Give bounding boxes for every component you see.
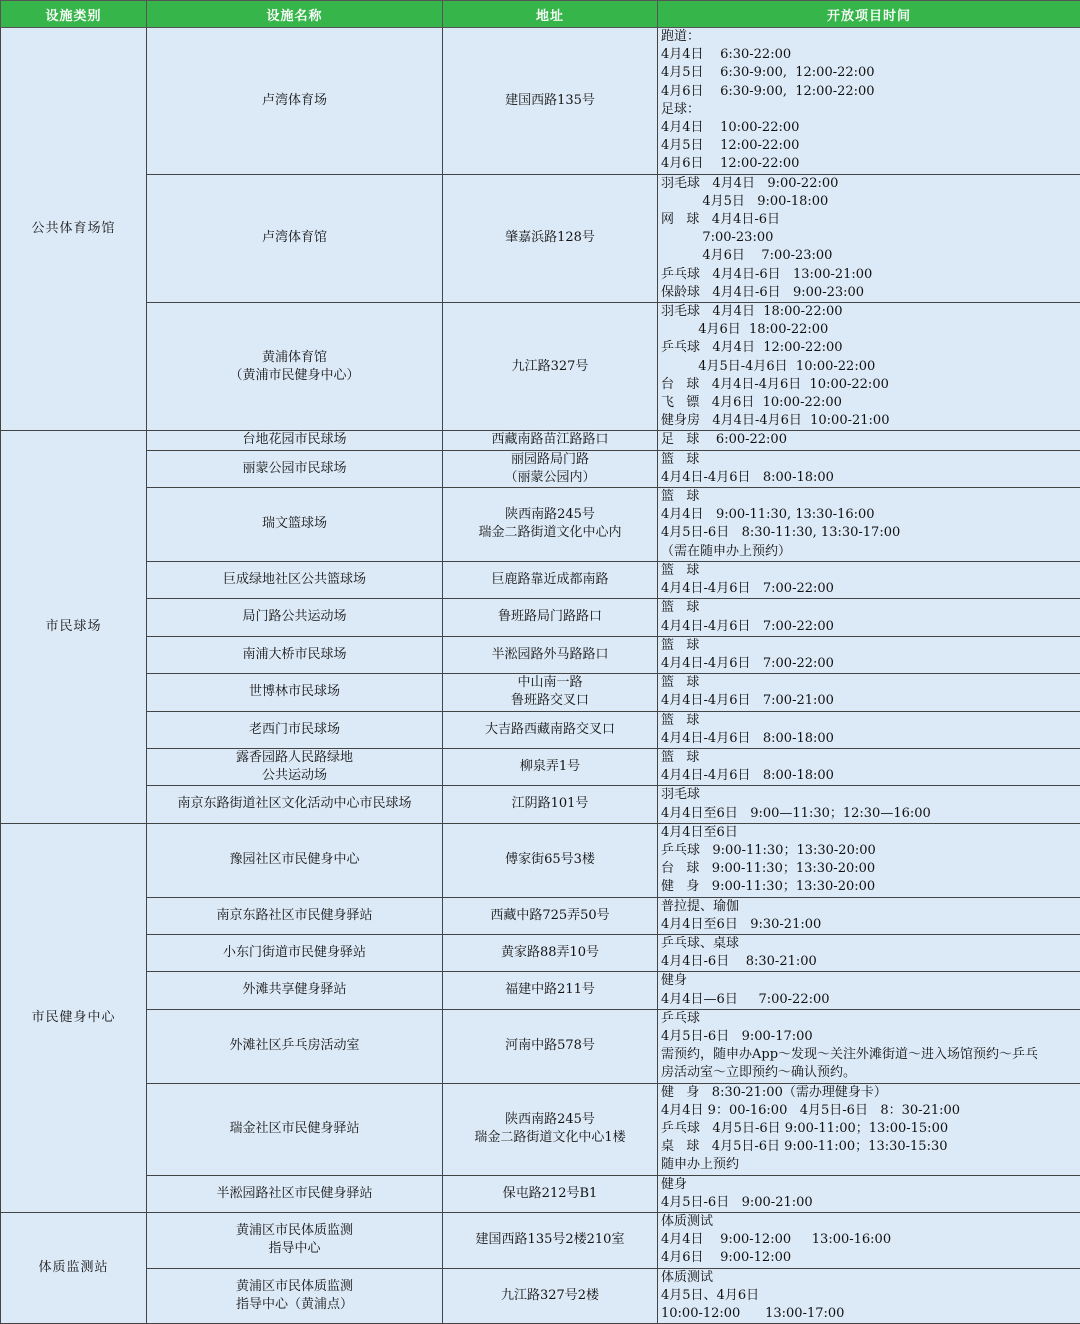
- hours-line: 篮 球: [661, 488, 1078, 506]
- address-cell: 陕西南路245号 瑞金二路街道文化中心内: [443, 488, 658, 562]
- address-cell: 九江路327号: [443, 303, 658, 431]
- hours-line: 4月5日 9:00-18:00: [661, 193, 1078, 211]
- facility-name-cell: 卢湾体育场: [147, 28, 443, 175]
- facility-name-cell: 瑞文篮球场: [147, 488, 443, 562]
- hours-cell: [658, 972, 1080, 1009]
- facility-name-cell: 露香园路人民路绿地 公共运动场: [147, 748, 443, 785]
- address-cell: 西藏中路725弄50号: [443, 897, 658, 934]
- hours-cell: [658, 599, 1080, 636]
- facility-name-cell: 丽蒙公园市民球场: [147, 450, 443, 487]
- hours-line: 羽毛球 4月4日 18:00-22:00: [661, 303, 1078, 321]
- hours-cell: [658, 1175, 1080, 1212]
- table-row: [1, 934, 1080, 971]
- hours-line: 4月4日 9:00-12:00 13:00-16:00: [661, 1231, 1078, 1249]
- facility-name-cell: 黄浦区市民体质监测 指导中心（黄浦点）: [147, 1268, 443, 1324]
- hours-line: 健身房 4月4日-4月6日 10:00-21:00: [661, 412, 1078, 430]
- hours-line: 篮 球: [661, 674, 1078, 692]
- hours-cell: [658, 450, 1080, 487]
- category-cell: 市民健身中心: [1, 823, 147, 1212]
- hours-line: 4月4日-4月6日 7:00-22:00: [661, 618, 1078, 636]
- table-row: [1, 674, 1080, 711]
- hours-cell: [658, 934, 1080, 971]
- hours-line: 乒乓球 4月4日 12:00-22:00: [661, 339, 1078, 357]
- category-cell: 公共体育场馆: [1, 28, 147, 431]
- facility-name-cell: 外滩共享健身驿站: [147, 972, 443, 1009]
- hours-line: 羽毛球 4月4日 9:00-22:00: [661, 175, 1078, 193]
- hours-cell: [658, 636, 1080, 673]
- hours-line: 乒乓球 9:00-11:30；13:30-20:00: [661, 842, 1078, 860]
- table-row: [1, 28, 1080, 175]
- hours-line: 乒乓球: [661, 1010, 1078, 1028]
- address-cell: 西藏南路苗江路路口: [443, 431, 658, 450]
- table-row: [1, 561, 1080, 598]
- address-cell: 建国西路135号2楼210室: [443, 1213, 658, 1269]
- hours-line: 普拉提、瑜伽: [661, 898, 1078, 916]
- hours-line: 4月4日-4月6日 7:00-21:00: [661, 692, 1078, 710]
- hours-line: 网 球 4月4日-6日: [661, 211, 1078, 229]
- table-row: [1, 303, 1080, 431]
- hours-line: 飞 镖 4月6日 10:00-22:00: [661, 394, 1078, 412]
- hours-line: 篮 球: [661, 749, 1078, 767]
- hours-line: 篮 球: [661, 599, 1078, 617]
- address-cell: 半淞园路外马路路口: [443, 636, 658, 673]
- table-row: [1, 748, 1080, 785]
- address-cell: 建国西路135号: [443, 28, 658, 175]
- hours-cell: [658, 1009, 1080, 1083]
- facility-name-cell: 巨成绿地社区公共篮球场: [147, 561, 443, 598]
- hours-line: 4月4日-6日 8:30-21:00: [661, 953, 1078, 971]
- table-row: [1, 786, 1080, 823]
- facility-name-cell: 南京东路街道社区文化活动中心市民球场: [147, 786, 443, 823]
- hours-line: 4月4日至6日 9:00—11:30；12:30—16:00: [661, 805, 1078, 823]
- hours-cell: [658, 1083, 1080, 1175]
- hours-cell: [658, 488, 1080, 562]
- facility-name-cell: 外滩社区乒乓房活动室: [147, 1009, 443, 1083]
- facility-name-cell: 豫园社区市民健身中心: [147, 823, 443, 897]
- hours-line: 健 身 9:00-11:30；13:30-20:00: [661, 878, 1078, 896]
- hours-line: 10:00-12:00 13:00-17:00: [661, 1305, 1078, 1323]
- hours-line: 房活动室～立即预约～确认预约。: [661, 1064, 1078, 1082]
- hours-cell: [658, 561, 1080, 598]
- hours-cell: [658, 786, 1080, 823]
- facility-name-cell: 局门路公共运动场: [147, 599, 443, 636]
- hours-line: 乒乓球、桌球: [661, 935, 1078, 953]
- hours-line: 篮 球: [661, 712, 1078, 730]
- table-row: [1, 599, 1080, 636]
- hours-cell: [658, 711, 1080, 748]
- table-row: [1, 174, 1080, 302]
- table-row: [1, 488, 1080, 562]
- hours-cell: [658, 1213, 1080, 1269]
- hours-line: 篮 球: [661, 451, 1078, 469]
- hours-line: 4月5日 12:00-22:00: [661, 137, 1078, 155]
- hours-line: 4月4日 9：00-16:00 4月5日-6日 8：30-21:00: [661, 1102, 1078, 1120]
- hours-line: 足 球 6:00-22:00: [661, 431, 1078, 449]
- hours-line: （需在随申办上预约）: [661, 543, 1078, 561]
- hours-line: 4月5日-6日 8:30-11:30, 13:30-17:00: [661, 524, 1078, 542]
- hours-cell: [658, 303, 1080, 431]
- hours-line: 台 球 9:00-11:30；13:30-20:00: [661, 860, 1078, 878]
- hours-line: 4月5日、4月6日: [661, 1287, 1078, 1305]
- hours-line: 4月5日-6日 9:00-21:00: [661, 1194, 1078, 1212]
- address-cell: 河南中路578号: [443, 1009, 658, 1083]
- hours-line: 羽毛球: [661, 786, 1078, 804]
- table-row: [1, 972, 1080, 1009]
- address-cell: 江阴路101号: [443, 786, 658, 823]
- hours-line: 4月6日 7:00-23:00: [661, 247, 1078, 265]
- facility-name-cell: 南浦大桥市民球场: [147, 636, 443, 673]
- hours-line: 桌 球 4月5日-6日 9:00-11:00；13:30-15:30: [661, 1138, 1078, 1156]
- hours-line: 4月6日 9:00-12:00: [661, 1249, 1078, 1267]
- hours-line: 4月5日-4月6日 10:00-22:00: [661, 358, 1078, 376]
- header-category: 设施类别: [1, 1, 147, 28]
- address-cell: 丽园路局门路 （丽蒙公园内）: [443, 450, 658, 487]
- address-cell: 巨鹿路靠近成都南路: [443, 561, 658, 598]
- table-row: [1, 431, 1080, 450]
- hours-cell: [658, 674, 1080, 711]
- hours-line: 4月5日-6日 9:00-17:00: [661, 1028, 1078, 1046]
- table-row: [1, 636, 1080, 673]
- header-address: 地址: [443, 1, 658, 28]
- address-cell: 陕西南路245号 瑞金二路街道文化中心1楼: [443, 1083, 658, 1175]
- hours-cell: [658, 823, 1080, 897]
- category-cell: 体质监测站: [1, 1213, 147, 1324]
- header-hours: 开放项目时间: [658, 1, 1080, 28]
- hours-line: 4月4日-4月6日 8:00-18:00: [661, 469, 1078, 487]
- address-cell: 九江路327号2楼: [443, 1268, 658, 1324]
- facility-name-cell: 小东门街道市民健身驿站: [147, 934, 443, 971]
- hours-line: 需预约，随申办App～发现～关注外滩街道～进入场馆预约～乒乓: [661, 1046, 1078, 1064]
- hours-line: 4月4日-4月6日 7:00-22:00: [661, 655, 1078, 673]
- hours-cell: [658, 174, 1080, 302]
- facility-name-cell: 老西门市民球场: [147, 711, 443, 748]
- hours-line: 健身: [661, 972, 1078, 990]
- hours-line: 足球：: [661, 101, 1078, 119]
- hours-line: 跑道：: [661, 28, 1078, 46]
- facility-name-cell: 瑞金社区市民健身驿站: [147, 1083, 443, 1175]
- address-cell: 保屯路212号B1: [443, 1175, 658, 1212]
- table-row: [1, 1009, 1080, 1083]
- hours-line: 4月4日—6日 7:00-22:00: [661, 991, 1078, 1009]
- address-cell: 傅家街65号3楼: [443, 823, 658, 897]
- hours-line: 4月4日 9:00-11:30, 13:30-16:00: [661, 506, 1078, 524]
- hours-line: 4月6日 18:00-22:00: [661, 321, 1078, 339]
- hours-line: 4月4日 10:00-22:00: [661, 119, 1078, 137]
- address-cell: 福建中路211号: [443, 972, 658, 1009]
- address-cell: 中山南一路 鲁班路交叉口: [443, 674, 658, 711]
- hours-line: 4月6日 6:30-9:00, 12:00-22:00: [661, 83, 1078, 101]
- hours-line: 健身: [661, 1176, 1078, 1194]
- hours-line: 4月4日-4月6日 8:00-18:00: [661, 767, 1078, 785]
- hours-line: 乒乓球 4月4日-6日 13:00-21:00: [661, 266, 1078, 284]
- hours-line: 体质测试: [661, 1269, 1078, 1287]
- hours-line: 4月4日 6:30-22:00: [661, 46, 1078, 64]
- hours-cell: [658, 748, 1080, 785]
- hours-cell: [658, 28, 1080, 175]
- hours-line: 4月4日-4月6日 8:00-18:00: [661, 730, 1078, 748]
- table-body: [1, 28, 1080, 1324]
- facility-name-cell: 黄浦区市民体质监测 指导中心: [147, 1213, 443, 1269]
- facility-name-cell: 卢湾体育馆: [147, 174, 443, 302]
- facility-name-cell: 台地花园市民球场: [147, 431, 443, 450]
- table-row: [1, 450, 1080, 487]
- hours-line: 4月6日 12:00-22:00: [661, 155, 1078, 173]
- hours-line: 健 身 8:30-21:00（需办理健身卡）: [661, 1084, 1078, 1102]
- header-row: [1, 1, 1080, 28]
- hours-line: 4月4日-4月6日 7:00-22:00: [661, 580, 1078, 598]
- header-facility-name: 设施名称: [147, 1, 443, 28]
- hours-line: 台 球 4月4日-4月6日 10:00-22:00: [661, 376, 1078, 394]
- table-row: [1, 1083, 1080, 1175]
- address-cell: 黄家路88弄10号: [443, 934, 658, 971]
- hours-line: 随申办上预约: [661, 1156, 1078, 1174]
- hours-line: 乒乓球 4月5日-6日 9:00-11:00；13:00-15:00: [661, 1120, 1078, 1138]
- table-row: [1, 1175, 1080, 1212]
- table-row: [1, 711, 1080, 748]
- hours-line: 4月4日至6日: [661, 824, 1078, 842]
- hours-cell: [658, 897, 1080, 934]
- facility-name-cell: 世博林市民球场: [147, 674, 443, 711]
- hours-line: 体质测试: [661, 1213, 1078, 1231]
- table-row: [1, 1213, 1080, 1269]
- address-cell: 肇嘉浜路128号: [443, 174, 658, 302]
- facility-name-cell: 半淞园路社区市民健身驿站: [147, 1175, 443, 1212]
- hours-cell: [658, 431, 1080, 450]
- table-row: [1, 1268, 1080, 1324]
- hours-line: 篮 球: [661, 637, 1078, 655]
- hours-line: 7:00-23:00: [661, 229, 1078, 247]
- facility-name-cell: 南京东路社区市民健身驿站: [147, 897, 443, 934]
- address-cell: 大吉路西藏南路交叉口: [443, 711, 658, 748]
- hours-line: 保龄球 4月4日-6日 9:00-23:00: [661, 284, 1078, 302]
- address-cell: 柳泉弄1号: [443, 748, 658, 785]
- hours-line: 4月5日 6:30-9:00, 12:00-22:00: [661, 64, 1078, 82]
- category-cell: 市民球场: [1, 431, 147, 823]
- facility-name-cell: 黄浦体育馆 （黄浦市民健身中心）: [147, 303, 443, 431]
- hours-line: 4月4日至6日 9:30-21:00: [661, 916, 1078, 934]
- hours-cell: [658, 1268, 1080, 1324]
- table-row: [1, 897, 1080, 934]
- address-cell: 鲁班路局门路路口: [443, 599, 658, 636]
- hours-line: 篮 球: [661, 562, 1078, 580]
- table-row: [1, 823, 1080, 897]
